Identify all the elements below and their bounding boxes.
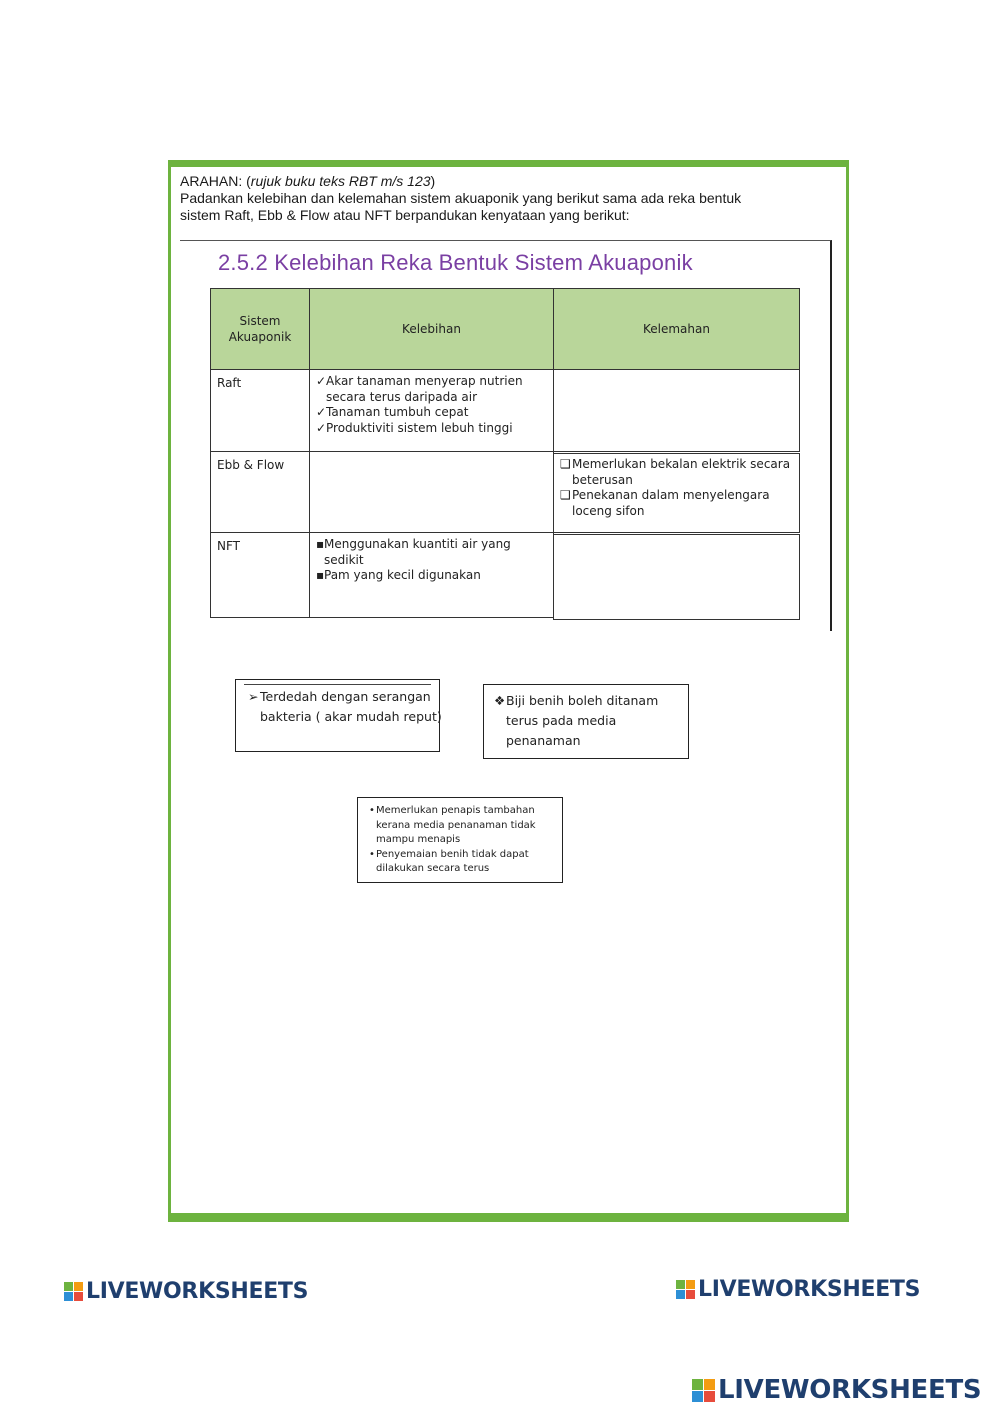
row-advantages-nft <box>309 532 554 618</box>
list-item: ❑Penekanan dalam menyelengara loceng sifon <box>560 488 770 518</box>
advantages-list-nft <box>316 537 549 584</box>
weaknesses-list-ebb-flow <box>560 457 795 519</box>
drop-zone-raft-weaknesses[interactable] <box>553 369 800 452</box>
check-icon: ✓ <box>316 420 327 435</box>
check-icon: ✓ <box>316 374 327 388</box>
liveworksheets-logo: LIVEWORKSHEETS <box>64 1279 308 1304</box>
advantages-list-raft <box>316 374 549 436</box>
drop-zone-ebb-flow-advantages[interactable] <box>309 451 554 533</box>
card-text: ❖Biji benih boleh ditanam terus pada media penanaman <box>494 693 659 748</box>
list-item: ✓Produktiviti sistem lebuh tinggi <box>316 420 513 435</box>
logo-mark-icon <box>676 1280 695 1299</box>
arrow-bullet-icon: ➢ <box>248 689 259 704</box>
list-item: ▪Pam yang kecil digunakan <box>316 568 481 582</box>
bullet-icon: • <box>369 848 375 860</box>
checkbox-icon: ❑ <box>560 488 571 502</box>
row-weaknesses-ebb-flow <box>553 453 800 533</box>
card-list <box>369 804 557 877</box>
list-item: ❑Memerlukan bekalan elektrik secara beterusan <box>560 457 791 487</box>
logo-mark-icon <box>64 1282 83 1301</box>
answer-card-filter[interactable] <box>357 797 563 883</box>
row-advantages-raft <box>309 369 554 452</box>
list-item: ▪Menggunakan kuantiti air yang sedikit <box>316 537 511 567</box>
row-system-ebb-flow: Ebb & Flow <box>210 451 310 533</box>
diamond-bullet-icon: ❖ <box>494 693 506 708</box>
header-system: Sistem Akuaponik <box>210 288 310 370</box>
row-system-nft: NFT <box>210 532 310 618</box>
check-icon: ✓ <box>316 405 327 419</box>
instructions-line-2: Padankan kelebihan dan kelemahan sistem akuaponik yang berikut sama ada reka bentuk <box>180 190 742 206</box>
liveworksheets-logo: LIVEWORKSHEETS <box>676 1277 920 1302</box>
instructions-line-3: sistem Raft, Ebb & Flow atau NFT berpandukan kenyataan yang berikut: <box>180 207 630 223</box>
header-weaknesses: Kelemahan <box>553 288 800 370</box>
list-item: ✓Tanaman tumbuh cepat <box>316 405 469 419</box>
table-title: 2.5.2 Kelebihan Reka Bentuk Sistem Akuaponik <box>218 250 693 275</box>
list-item: •Memerlukan penapis tambahan kerana media penanaman tidak mampu menapis <box>369 805 536 845</box>
row-system-raft: Raft <box>210 369 310 452</box>
answer-card-bacteria[interactable] <box>235 679 440 752</box>
card-rule <box>244 684 431 685</box>
logo-mark-icon <box>692 1379 715 1402</box>
instructions <box>180 173 820 224</box>
checkbox-icon: ❑ <box>560 457 571 471</box>
card-text: ➢ Terdedah dengan serangan bakteria ( akar mudah reput) <box>248 689 442 724</box>
bullet-icon: ▪ <box>316 568 325 582</box>
bullet-icon: • <box>369 805 375 816</box>
drop-zone-nft-weaknesses[interactable] <box>553 534 800 620</box>
answer-card-seeds[interactable] <box>483 684 689 759</box>
header-advantages: Kelebihan <box>309 288 554 370</box>
instructions-line-1: ARAHAN: (rujuk buku teks RBT m/s 123) <box>180 173 436 189</box>
bullet-icon: ▪ <box>316 537 325 551</box>
list-item: •Penyemaian benih tidak dapat dilakukan secara terus <box>369 848 529 874</box>
list-item: ✓Akar tanaman menyerap nutrien secara terus daripada air <box>316 374 523 404</box>
liveworksheets-logo: LIVEWORKSHEETS <box>692 1375 981 1405</box>
